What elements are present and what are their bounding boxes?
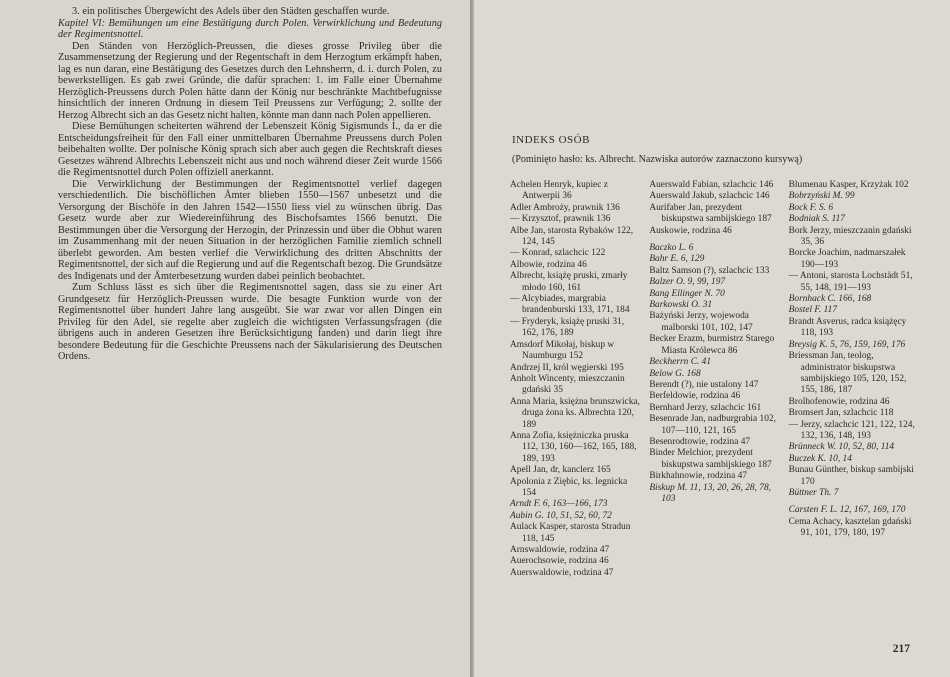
- index-entry: Borcke Joachim, nadmarszałek 190—193: [788, 248, 906, 270]
- index-entry: Apell Jan, dr, kanclerz 165: [510, 465, 611, 476]
- index-entry: — Jerzy, szlachcic 121, 122, 124, 132, 136, 148, 193: [788, 419, 915, 441]
- index-entry: Albrecht, książę pruski, zmarły młodo 160, 161: [510, 271, 628, 293]
- index-entry: Below G. 168: [649, 368, 701, 379]
- index-entry: Albe Jan, starosta Rybaków 122, 124, 145: [510, 225, 634, 248]
- index-entry: Auerswald Jakub, szlachcic 146: [649, 191, 770, 202]
- index-entry: Balzer O. 9, 99, 197: [649, 277, 726, 288]
- index-entry: Bażyński Jerzy, wojewoda malborski 101, 102, 147: [649, 311, 753, 333]
- index-entry: Aulack Kasper, starosta Stradun 118, 145: [510, 522, 631, 544]
- index-entry: Berendt (?), nie ustalony 147: [649, 379, 759, 390]
- index-heading: INDEKS OSÓB: [512, 134, 590, 146]
- index-entry: Bornhack C. 166, 168: [788, 294, 872, 305]
- index-entry: Aubin G. 10, 51, 52, 60, 72: [510, 510, 612, 521]
- index-entry: Biskup M. 11, 13, 20, 26, 28, 78, 103: [649, 482, 772, 504]
- index-entry: Brandt Asverus, radca książęcy 118, 193: [788, 316, 907, 339]
- index-entry: Adler Ambroży, prawnik 136: [510, 202, 620, 213]
- index-entry: — Fryderyk, książę pruski 31, 162, 176, 189: [510, 316, 625, 339]
- index-entry: Anna Zofia, księżniczka pruska 112, 130, 160—162, 165, 188, 189, 193: [510, 430, 637, 464]
- index-column-3: [789, 180, 920, 579]
- index-entry: Buczek K. 10, 14: [788, 453, 852, 464]
- index-entry: Bang Ellinger N. 70: [649, 288, 725, 299]
- index-entry: Baczko L. 6: [649, 243, 694, 254]
- index-entry: — Alcybiades, margrabia brandenburski 133, 171, 184: [510, 294, 630, 316]
- index-entry: Briessman Jan, teolog, administrator biskupstwa sambijskiego 105, 120, 152, 155, 186, 187: [788, 351, 907, 396]
- left-page: [0, 0, 470, 677]
- index-entry: — Krzysztof, prawnik 136: [510, 214, 611, 225]
- index-entry: Brünneck W. 10, 52, 80, 114: [788, 442, 895, 453]
- right-page: [474, 0, 950, 677]
- paragraph: Die Verwirklichung der Bestimmungen der Regimentsnottel verlief dagegen verschiedentlich. Die bischöflichen Ämter blieben 1550—1567 unbesetzt und die Versorgung der Bischöfe in den Jahren 1542—1550 liess viel zu wünschen übrig. Das Gesetz wurde aber zur Wiedereinführung des Bischofsamtes 1566 benutzt. Die Bestimmungen über die Versorgung der Herzogin, der Prinzessin und über die Obhut waren im Zusammenhang mit der neuen Situation in der herzöglichen Familie ziemlich schnell überlebt geworden. Am besten verlief die Verwirklichung des dritten Abschnitts der Regimentsnottel, der sich auf die Regierung und auf die Regentschaft bezog. Die Grundsätze des Indigenats und der Ämterbesetzung wurden dabei peinlich beobachtet.: [58, 178, 442, 282]
- index-entry: Barkowski O. 31: [649, 300, 713, 311]
- index-entry: Arndt F. 6, 163—166, 173: [510, 499, 608, 510]
- index-entry: Becker Erazm, burmistrz Starego Miasta Królewca 86: [649, 334, 775, 356]
- index-entry: Albowie, rodzina 46: [510, 259, 587, 270]
- index-column-1: [510, 180, 641, 579]
- index-columns: [510, 180, 920, 579]
- index-entry: Beckherrn C. 41: [649, 357, 712, 368]
- index-entry: Binder Melchior, prezydent biskupstwa sambijskiego 187: [649, 448, 772, 470]
- index-entry: Bork Jerzy, mieszczanin gdański 35, 36: [788, 225, 912, 248]
- chapter-heading: Kapitel VI: Bemühungen um eine Bestätigung durch Polen. Verwirklichung und Bedeutung der Regimentsnottel.: [58, 17, 442, 40]
- index-entry: Bernhard Jerzy, szlachcic 161: [649, 402, 762, 413]
- index-entry: Auerswald Fabian, szlachcic 146: [649, 180, 774, 190]
- index-entry: — Antoni, starosta Lochstädt 51, 55, 148, 191—193: [788, 271, 913, 293]
- index-entry: Baltz Samson (?), szlachcic 133: [649, 265, 770, 276]
- index-column-2: [649, 180, 780, 579]
- index-entry: Besenrodtowie, rodzina 47: [649, 436, 751, 447]
- paragraph: Diese Bemühungen scheiterten während der Lebenszeit König Sigismunds I., da er die Entscheidungsfreiheit für den Fall einer unmittelbaren Übernahme Preussens durch Polen beibehalten wollte. Der polnische König sprach sich aber auch gegen die Rechtskraft dieses Gesetzes während Albrechts Lebenszeit nicht aus und noch während dieser Zeit wurde 1566 die Regimentsnottel durch Polen offiziell anerkannt.: [58, 121, 442, 178]
- index-entry: — Konrad, szlachcic 122: [510, 248, 606, 259]
- index-entry: Auerochsowie, rodzina 46: [510, 556, 609, 567]
- index-entry: Bahr E. 6, 129: [649, 254, 705, 265]
- index-entry: Auerswaldowie, rodzina 47: [510, 567, 614, 578]
- index-entry: Brolhofenowie, rodzina 46: [788, 396, 890, 407]
- index-note: (Pominięto hasło: ks. Albrecht. Nazwiska autorów zaznaczono kursywą): [512, 154, 803, 165]
- index-entry: Bostel F. 117: [788, 305, 838, 316]
- index-entry: Bunau Günther, biskup sambijski 170: [788, 465, 914, 487]
- index-entry: Andrzej II, król węgierski 195: [510, 362, 624, 373]
- index-entry: Apolonia z Ziębic, ks. legnicka 154: [510, 476, 628, 498]
- index-entry: Anna Maria, księżna brunszwicka, druga żona ks. Albrechta 120, 189: [510, 396, 640, 430]
- paragraph: 3. ein politisches Übergewicht des Adels über den Städten geschaffen wurde.: [72, 6, 390, 17]
- index-entry: Bobrzyński M. 99: [788, 191, 855, 202]
- index-entry: Blumenau Kasper, Krzyżak 102: [788, 180, 909, 190]
- index-entry: Auskowie, rodzina 46: [649, 225, 732, 236]
- index-entry: Achelen Henryk, kupiec z Antwerpii 36: [510, 180, 608, 202]
- index-entry: Aurifaber Jan, prezydent biskupstwa sambijskiego 187: [649, 202, 772, 225]
- index-entry: Bodniak S. 117: [788, 214, 845, 225]
- index-entry: Anholt Wincenty, mieszczanin gdański 35: [510, 373, 625, 396]
- paragraph: Zum Schluss lässt es sich über die Regimentsnottel sagen, dass sie zu einer Art Grundgesetz für Herzöglich-Preussen wurde. Die besagte Funktion wurde von der Regimentsnottel über hundert Jahre lang ausgeübt. Sie war zwar vor allen Dingen ein Privileg für den Adel, sie regelte aber zugleich die wichtigsten Verfassungsfragen (die übrigens auch in anderen Gesetzen ihre Berücksichtigung fanden) und darin liegt ihre besondere Bedeutung für die Geschichte Preussens nach der Säkularisierung des Deutschen Ordens.: [58, 282, 442, 362]
- index-entry: Amsdorf Mikołaj, biskup w Naumburgu 152: [510, 339, 615, 362]
- index-entry: Büttner Th. 7: [788, 487, 839, 498]
- left-page-text: [58, 6, 442, 363]
- index-entry: Breysig K. 5, 76, 159, 169, 176: [788, 339, 906, 350]
- index-entry: Bock F. S. 6: [788, 202, 834, 213]
- index-entry: Cema Achacy, kasztelan gdański 91, 101, 179, 180, 197: [788, 516, 912, 539]
- paragraph: Den Ständen von Herzöglich-Preussen, die dieses grosse Privileg über die Zusammensetzung der Regierung und der Regentschaft in dem Herzogtum erkämpft haben, lag es nun daran, eine Bestätigung des Gesetzes durch den Lehnsherrn, d. i. durch Polen, zu bewerkstelligen. Es gab zwei Gründe, die dafür sprachen: 1. im Falle einer Übernahme Herzöglich-Preussens durch Polen hätte dann der König nur beschränkte Machtbefugnisse hinsichtlich der inneren Ordnung in diesem Teil Preussens zur Verfügung; 2. sollte der Herzog Albrecht sich an das Gesetz nicht halten, könnte man dann nach Polen appellieren.: [58, 40, 442, 121]
- index-entry: Berfeldowie, rodzina 46: [649, 391, 741, 402]
- index-entry: Carsten F. L. 12, 167, 169, 170: [788, 505, 906, 516]
- page-number: 217: [892, 643, 910, 655]
- index-entry: Arnswaldowie, rodzina 47: [510, 545, 610, 555]
- index-entry: Besenrade Jan, nadburgrabia 102, 107—110, 121, 165: [649, 414, 776, 436]
- index-entry: Birkhahnowie, rodzina 47: [649, 471, 747, 482]
- index-entry: Bromsert Jan, szlachcic 118: [788, 408, 894, 419]
